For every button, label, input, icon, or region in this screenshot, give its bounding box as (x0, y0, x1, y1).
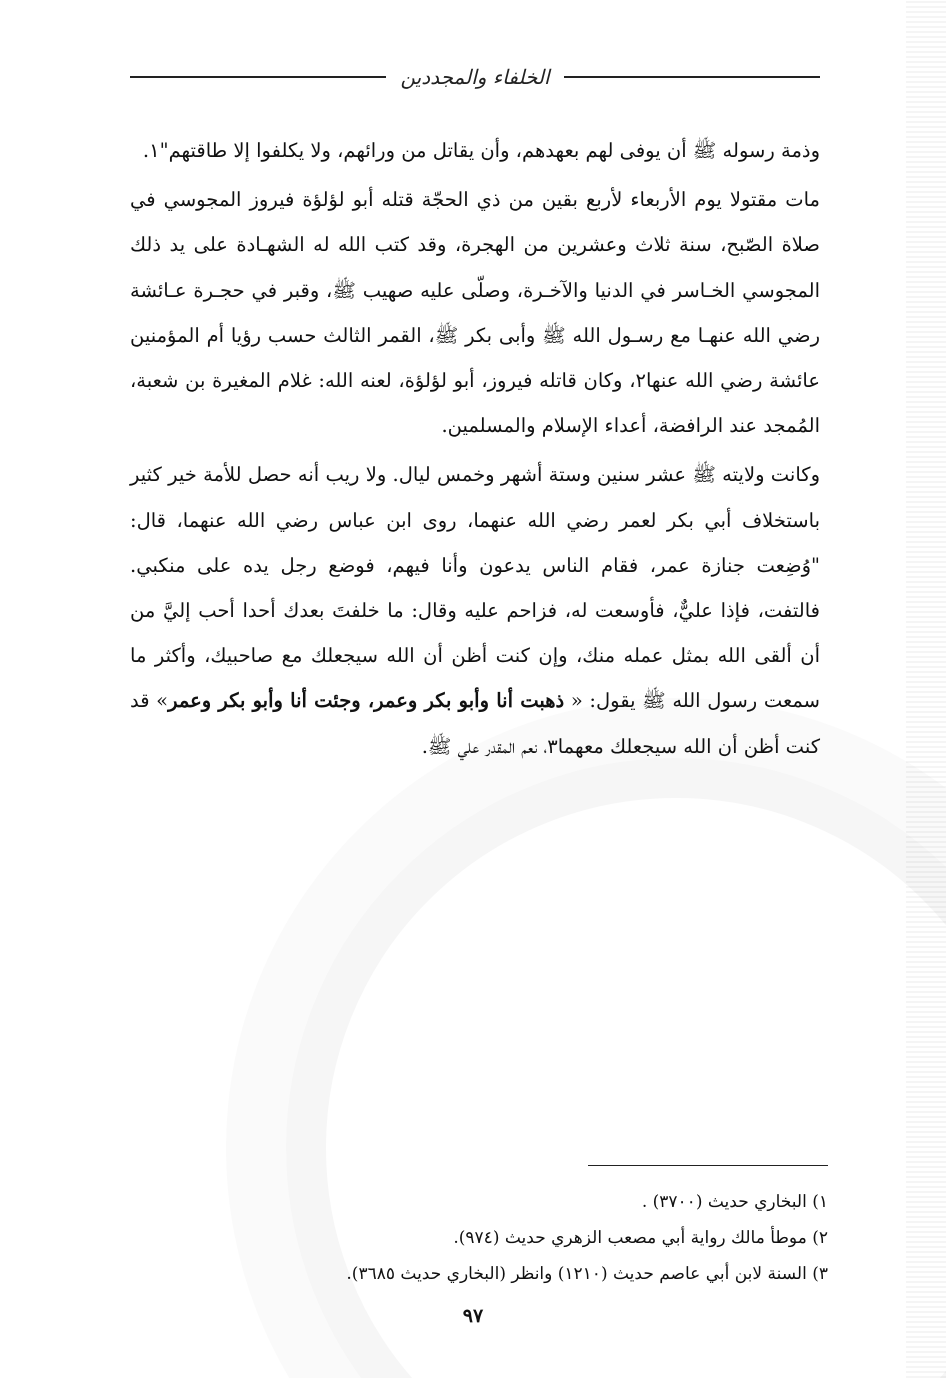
paragraph-text: وذمة رسوله ﷺ أن يوفى لهم بعهدهم، وأن يقاتل من ورائهم، ولا يكلفوا إلا طاقتهم"١. (142, 139, 820, 162)
header-rule-left (130, 76, 386, 78)
footnote-separator (588, 1165, 828, 1166)
page-number: ٩٧ (462, 1305, 484, 1327)
footnote-item: ٣) السنة لابن أبي عاصم حديث (١٢١٠) وانظر (البخاري حديث ٣٦٨٥). (346, 1264, 828, 1284)
paragraph (130, 177, 820, 448)
paragraph (130, 452, 820, 768)
bold-quote-text: ذهبت أنا وأبو بكر وعمر، وجئت أنا وأبو بكر وعمر (168, 689, 565, 713)
footnote-item: ٢) موطأ مالك رواية أبي مصعب الزهري حديث (٩٧٤). (453, 1228, 828, 1248)
footnotes (138, 1184, 828, 1292)
page-edge-texture (906, 0, 946, 1378)
running-header (130, 60, 820, 94)
paragraph-text: » قد كنت أظن أن الله سيجعلك معهما٣، نعم المقدر علي ﷺ. (130, 689, 820, 758)
footnote-item: ١) البخاري حديث (٣٧٠٠) . (641, 1192, 828, 1212)
header-rule-right (564, 76, 820, 78)
running-title: الخلفاء والمجددين (400, 65, 550, 89)
paragraph (130, 128, 820, 173)
paragraph-text: وكانت ولايته ﷺ عشر سنين وستة أشهر وخمس ليال. ولا ريب أنه حصل للأمة خير كثير باستخلاف أبي بكر لعمر رضي الله عنهما، روى ابن عباس رضي الله عنهما، قال: "وُضِعت جنازة عمر، فقام الناس يدعون وأنا فيهم، فوضع رجل يده على منكبي. فالتفت، فإذا عليٌّ، فأوسعت له، فزاحم عليه وقال: ما خلفتَ بعدك أحدا أحب إليَّ من أن ألقى الله بمثل عمله منك، وإن كنت أظن أن الله سيجعلك مع صاحبيك، وأكثر ما سمعت رسول الله ﷺ يقول: « (130, 463, 821, 713)
main-text (130, 128, 820, 769)
paragraph-text: مات مقتولا يوم الأربعاء لأربع بقين من ذي الحجّة قتله أبو لؤلؤة فيروز المجوسي في صلاة الصّبح، سنة ثلاث وعشرين من الهجرة، وقد كتب الله له الشهـادة على يد ذلك المجوسي الخـاسر في الدنيا والآخـرة، وصلّى عليه صهيب ﷺ، وقبر في حجـرة عـائشة رضي الله عنهـا مع رسـول الله ﷺ وأبى بكر ﷺ، القمر الثالث حسب رؤيا أم المؤمنين عائشة رضي الله عنها٢، وكان قاتله فيروز، أبو لؤلؤة، لعنه الله: غلام المغيرة بن شعبة، المُمجد عند الرافضة، أعداء الإسلام والمسلمين. (130, 188, 820, 438)
